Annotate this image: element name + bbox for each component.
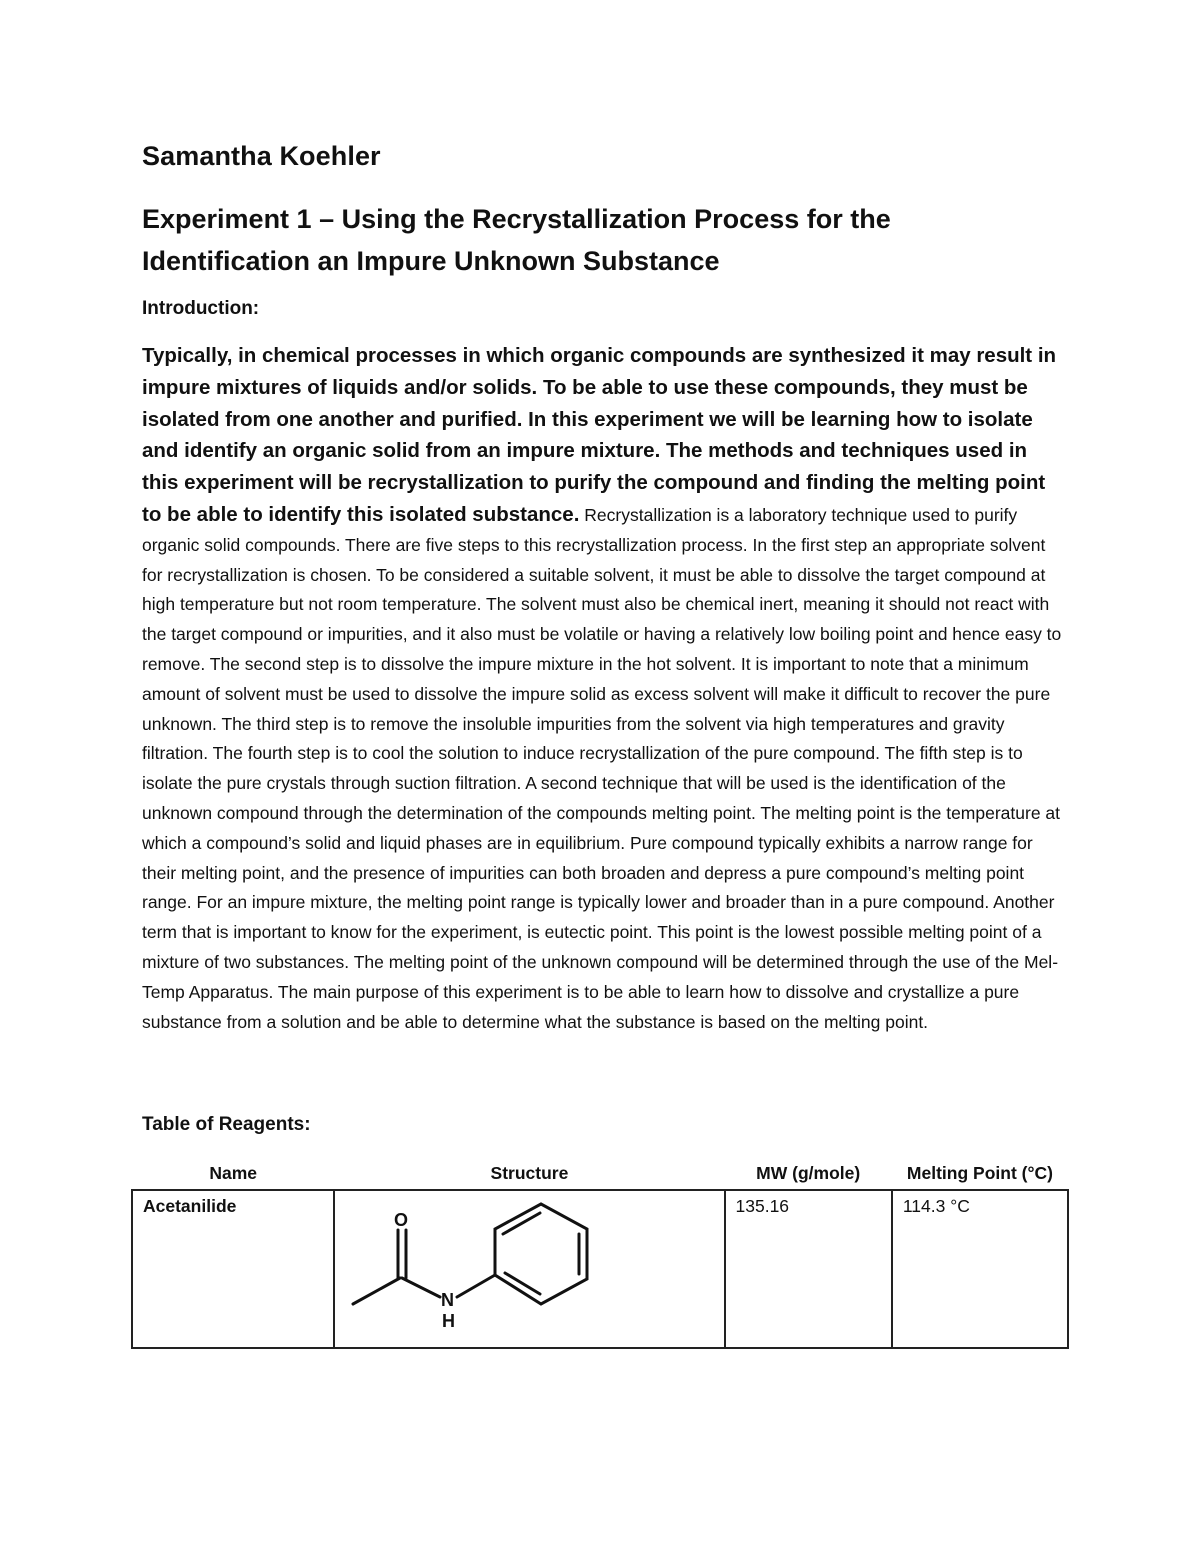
nitrogen-label: N (441, 1290, 455, 1310)
introduction-body-text: Recrystallization is a laboratory technique used to purify organic solid compounds. There are five steps to this recrystallization process. In the first step an appropriate solvent for recrystallization is chosen. To be considered a suitable solvent, it must be able to dissolve the target compound at high temperature but not room temperature. The solvent must also be chemical inert, meaning it should not react with the target compound or impurities, and it also must be volatile or having a relatively low boiling point and hence easy to remove. The second step is to dissolve the impure mixture in the hot solvent. It is important to note that a minimum amount of solvent must be used to dissolve the impure solid as excess solvent will make it difficult to recover the pure unknown. The third step is to remove the insoluble impurities from the solvent via high temperatures and gravity filtration. The fourth step is to cool the solution to induce recrystallization of the pure compound. The fifth step is to isolate the pure crystals through suction filtration. A second technique that will be used is the identification of the unknown compound through the determination of the compounds melting point. The melting point is the temperature at which a compound’s solid and liquid phases are in equilibrium. Pure compound typically exhibits a narrow range for their melting point, and the presence of impurities can both broaden and depress a pure compound’s melting point range. For an impure mixture, the melting point range is typically lower and broader than in a pure compound. Another term that is important to know for the experiment, is eutectic point. This point is the lowest possible melting point of a mixture of two substances. The melting point of the unknown compound will be determined through the use of the Mel-Temp Apparatus. The main purpose of this experiment is to be able to learn how to dissolve and crystallize a pure substance from a solution and be able to determine what the substance is based on the melting point. (142, 504, 1062, 1032)
reagents-table (131, 1160, 1069, 1349)
title-line-1: Experiment 1 – Using the Recrystallization Process for the (142, 204, 891, 234)
document-title (142, 198, 1082, 282)
introduction-bold-text: Typically, in chemical processes in which organic compounds are synthesized it may result in impure mixtures of liquids and/or solids. To be able to use these compounds, they must be isolated from one another and purified. In this experiment we will be learning how to isolate and identify an organic solid from an impure mixture. The methods and techniques used in this experiment will be recrystallization to purify the compound and finding the melting point to be able to identify this isolated substance. (142, 344, 1057, 526)
column-header-structure: Structure (334, 1160, 724, 1190)
table-row (132, 1190, 1068, 1348)
reagent-melting-point-cell: 114.3 °C (892, 1190, 1068, 1348)
reagent-name-cell: Acetanilide (132, 1190, 334, 1348)
acetanilide-structure-drawing (345, 1196, 645, 1342)
oxygen-label: O (394, 1210, 409, 1230)
bond-methyl (353, 1278, 400, 1304)
reagent-structure-cell (334, 1190, 724, 1348)
table-header-row (132, 1160, 1068, 1190)
title-line-2: Identification an Impure Unknown Substance (142, 246, 720, 276)
reagents-heading: Table of Reagents: (142, 1114, 311, 1135)
column-header-mw: MW (g/mole) (725, 1160, 892, 1190)
author-name: Samantha Koehler (142, 141, 381, 171)
introduction-paragraph (142, 340, 1066, 1037)
bond-c-n (402, 1278, 440, 1297)
bond-n-ring (457, 1275, 495, 1297)
hydrogen-label: H (442, 1311, 456, 1331)
column-header-melting-point: Melting Point (°C) (892, 1160, 1068, 1190)
benzene-ring (495, 1204, 587, 1304)
reagent-mw-cell: 135.16 (725, 1190, 892, 1348)
column-header-name: Name (132, 1160, 334, 1190)
introduction-heading: Introduction: (142, 298, 260, 319)
